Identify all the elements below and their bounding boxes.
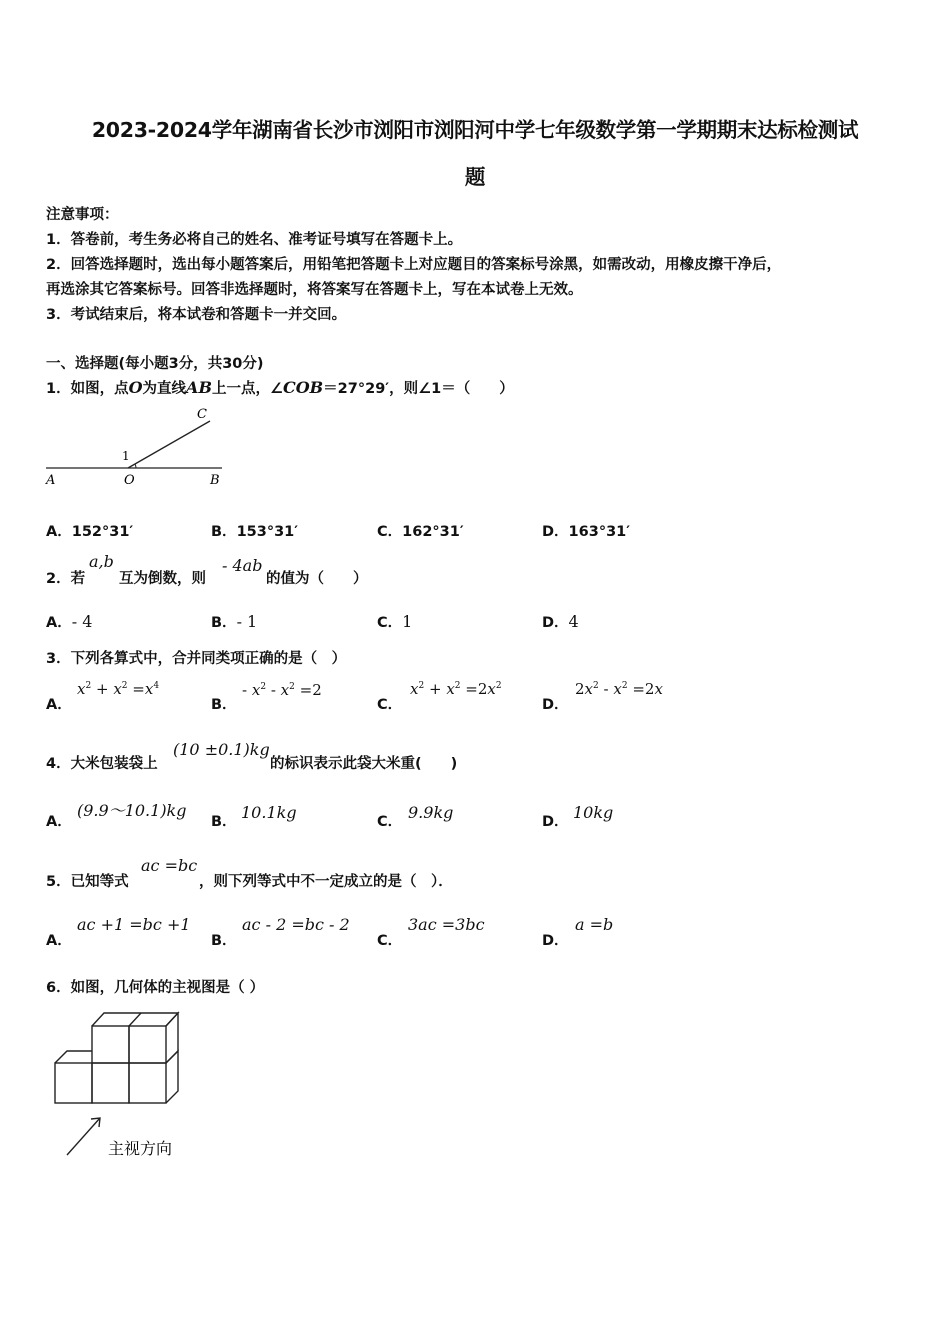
option-a[interactable]: A．152°31′: [46, 524, 134, 540]
option-c[interactable]: C．: [377, 814, 403, 830]
q4-option-a-text: (9.9～10.1)kg: [77, 801, 187, 820]
option-c[interactable]: C．162°31′: [377, 524, 464, 540]
option-d[interactable]: D．: [542, 697, 569, 713]
option-a[interactable]: A．: [46, 933, 72, 949]
q5-option-a-text: ac +1 =bc +1: [77, 915, 191, 934]
question-2-num: 2．若: [46, 571, 86, 587]
option-b[interactable]: B．: [211, 814, 237, 830]
point-c-label: C: [197, 407, 207, 422]
question-6-figure: [46, 1008, 196, 1163]
notice-item: 3．考试结束后，将本试卷和答题卡一并交回。: [46, 307, 347, 323]
option-b[interactable]: B．- 1: [211, 612, 258, 631]
q4-expr: (10 ±0.1)kg: [173, 740, 270, 759]
question-5-end: ，则下列等式中不一定成立的是（ ）．: [199, 874, 453, 890]
option-d[interactable]: D．: [542, 933, 569, 949]
option-a[interactable]: A．: [46, 697, 72, 713]
question-2-mid: 互为倒数，则: [119, 571, 206, 587]
point-b-label: B: [210, 473, 220, 488]
point-o-label: O: [124, 473, 135, 488]
page-title: 2023-2024学年湖南省长沙市浏阳市浏阳河中学七年级数学第一学期期末达标检测试: [91, 118, 859, 142]
question-4-num: 4．大米包装袋上: [46, 756, 158, 772]
q5-option-b-text: ac - 2 =bc - 2: [242, 915, 350, 934]
question-2-end: 的值为（ ）: [266, 571, 368, 587]
notice-item: 1．答卷前，考生务必将自己的姓名、准考证号填写在答题卡上。: [46, 232, 463, 248]
q3-option-c-expr: $x^2 + x^2 =2x^2$: [410, 680, 502, 698]
q4-option-b-text: 10.1kg: [241, 803, 297, 822]
option-b[interactable]: B．: [211, 697, 237, 713]
q5-option-d-text: a =b: [575, 915, 614, 934]
question-6-stem: 6．如图，几何体的主视图是（ ）: [46, 980, 265, 996]
option-a[interactable]: A．- 4: [46, 612, 93, 631]
q2-ab: a,b: [89, 552, 114, 571]
point-a-label: A: [46, 473, 56, 488]
page-title-line2: 题: [464, 165, 486, 189]
notice-heading: 注意事项：: [46, 207, 119, 223]
notice-item: 2．回答选择题时，选出每小题答案后，用铅笔把答题卡上对应题目的答案标号涂黑，如需改动，用橡皮擦干净后，: [46, 257, 782, 273]
q2-expr: - 4ab: [222, 556, 263, 575]
notice-item: 再选涂其它答案标号。回答非选择题时，将答案写在答题卡上，写在本试卷上无效。: [46, 282, 583, 298]
question-1-stem: 1．如图，点O为直线AB上一点，∠COB＝27°29′，则∠1＝（ ）: [46, 378, 514, 397]
view-direction-label: 主视方向: [108, 1139, 173, 1158]
option-d[interactable]: D．4: [542, 612, 579, 631]
option-c[interactable]: C．: [377, 697, 403, 713]
option-d[interactable]: D．163°31′: [542, 524, 631, 540]
option-d[interactable]: D．: [542, 814, 569, 830]
question-1-figure: [44, 402, 234, 494]
q3-option-b-expr: - $x^2 - x^2 =2$: [242, 681, 322, 699]
q5-expr: ac =bc: [141, 856, 198, 875]
option-c[interactable]: C．1: [377, 612, 413, 631]
q3-option-a-expr: $x^2 + x^2 =x^4$: [77, 680, 160, 698]
question-3-stem: 3．下列各算式中，合并同类项正确的是（ ）: [46, 651, 347, 667]
angle-1-label: 1: [122, 449, 130, 463]
option-c[interactable]: C．: [377, 933, 403, 949]
q5-option-c-text: 3ac =3bc: [408, 915, 485, 934]
section-heading: 一、选择题(每小题3分，共30分): [46, 356, 264, 372]
q4-option-d-text: 10kg: [573, 803, 614, 822]
option-b[interactable]: B．: [211, 933, 237, 949]
option-b[interactable]: B．153°31′: [211, 524, 299, 540]
q4-option-c-text: 9.9kg: [408, 803, 454, 822]
question-5-num: 5．已知等式: [46, 874, 129, 890]
option-a[interactable]: A．: [46, 814, 72, 830]
q3-option-d-expr: $2x^2 - x^2 =2x$: [575, 680, 663, 698]
question-4-end: 的标识表示此袋大米重( ): [270, 756, 458, 772]
